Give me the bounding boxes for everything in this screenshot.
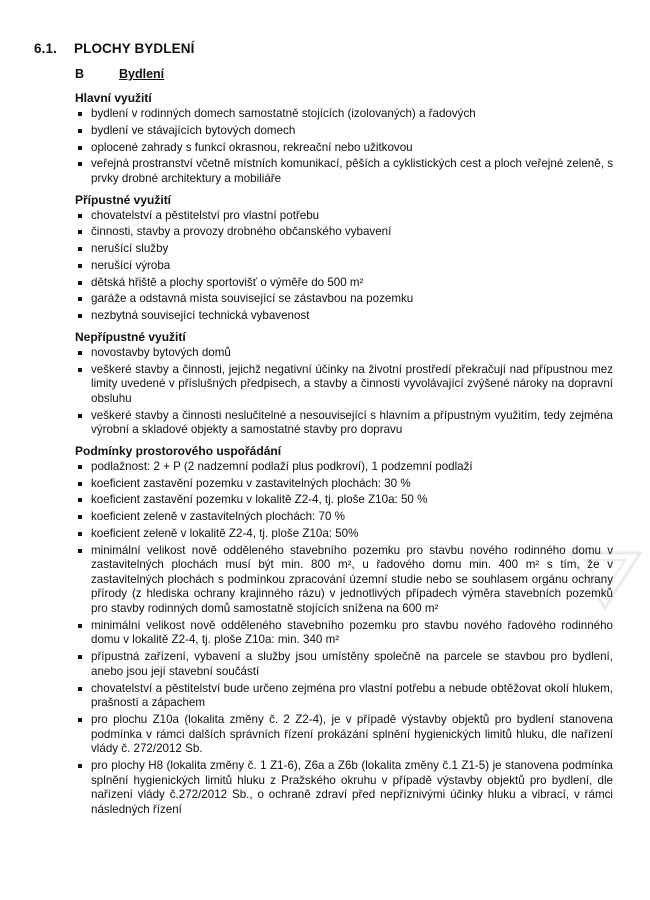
bullet-icon	[78, 351, 82, 355]
bullet-icon	[78, 482, 82, 486]
item-text: koeficient zastavění pozemku v lokalitě Z2-4, tj. ploše Z10a: 50 %	[91, 493, 428, 507]
watermark-icon	[560, 548, 650, 628]
item-text: minimální velikost nově odděleného stavebního pozemku pro stavbu nového řadového rodinného domu v lokalitě Z2-4, tj. ploše Z10a: min. 340 m²	[91, 618, 613, 647]
list-item	[75, 650, 613, 679]
bullet-icon	[78, 465, 82, 469]
item-list	[75, 346, 613, 438]
item-text: nerušící služby	[91, 242, 169, 256]
list-item	[75, 460, 613, 475]
section-number: 6.1.	[34, 41, 57, 56]
bullet-icon	[78, 718, 82, 722]
list-item	[75, 493, 613, 508]
list-item	[75, 759, 613, 817]
bullet-icon	[78, 314, 82, 318]
list-item	[75, 527, 613, 542]
item-text: oplocené zahrady s funkcí okrasnou, rekreační nebo užitkovou	[91, 140, 413, 154]
bullet-icon	[78, 281, 82, 285]
item-text: přípustná zařízení, vybavení a služby jsou umístěny společně na parcele se stavbou pro bydlení, anebo jsou její stavební součástí	[91, 650, 613, 678]
list-item	[75, 309, 613, 324]
item-text: nezbytná související technická vybavenost	[91, 309, 310, 323]
item-text: koeficient zastavění pozemku v zastavitelných plochách: 30 %	[91, 476, 411, 490]
item-text: dětská hřiště a plochy sportovišť o výměře do 500 m²	[91, 275, 364, 289]
bullet-icon	[78, 264, 82, 268]
bullet-icon	[78, 624, 82, 628]
group-spatial-conditions	[75, 443, 613, 818]
item-list	[75, 209, 613, 324]
group-main-use	[75, 90, 613, 187]
bullet-icon	[78, 549, 82, 553]
item-text: koeficient zeleně v zastavitelných plochách: 70 %	[91, 510, 345, 524]
list-item	[75, 141, 613, 156]
list-item	[75, 157, 613, 186]
subsection-letter: B	[75, 67, 85, 81]
group-permitted-use	[75, 192, 613, 324]
item-text: koeficient zeleně v lokalitě Z2-4, tj. ploše Z10a: 50%	[91, 526, 359, 540]
bullet-icon	[78, 764, 82, 768]
list-item	[75, 619, 613, 648]
item-text: bydlení ve stávajících bytových domech	[91, 123, 296, 137]
list-item	[75, 225, 613, 240]
item-text: chovatelství a pěstitelství bude určeno zejména pro vlastní potřebu a nebude obtěžovat okolí hlukem, prašností a zápachem	[91, 681, 613, 710]
bullet-icon	[78, 687, 82, 691]
item-text: nerušící výroba	[91, 258, 171, 272]
item-list	[75, 460, 613, 818]
list-item	[75, 292, 613, 307]
item-text: veškeré stavby a činnosti neslučitelné a nesouvisející s hlavním a přípustným využitím, tedy zejména výrobní a skladové objekty a samostatné stavby pro dopravu	[91, 408, 613, 437]
bullet-icon	[78, 129, 82, 133]
content	[75, 90, 613, 822]
bullet-icon	[78, 515, 82, 519]
list-item	[75, 242, 613, 257]
group-title: Přípustné využití	[75, 192, 172, 207]
list-item	[75, 363, 613, 407]
bullet-icon	[78, 297, 82, 301]
item-text: veškeré stavby a činnosti, jejichž negativní účinky na životní prostředí překračují nad přípustnou mez limity uvedené v příslušných předpisech, a stavby a činnosti vyvolávající zvýšené nároky na dopravní obsluhu	[91, 362, 613, 405]
item-text: činnosti, stavby a provozy drobného občanského vybavení	[91, 225, 392, 239]
item-text: minimální velikost nově odděleného stavebního pozemku pro stavbu nového rodinného domu v zastavitelných plochách musí být min. 800 m², u řadového domu min. 400 m² s tím, že v zastavitelných plochách s podmínkou zpracování územní studie nebo se souhlasem orgánu ochrany přírody (z hlediska ochrany krajinného rázu) v jednotlivých případech výměra stavebních pozemků pro stavby rodinných domů samostatně stojících snížena na 600 m²	[91, 543, 613, 616]
list-item	[75, 276, 613, 291]
item-text: bydlení v rodinných domech samostatně stojících (izolovaných) a řadových	[91, 107, 476, 120]
list-item	[75, 107, 613, 122]
item-text: garáže a odstavná místa související se zástavbou na pozemku	[91, 292, 414, 306]
bullet-icon	[78, 247, 82, 251]
item-text: novostavby bytových domů	[91, 345, 231, 359]
group-title: Nepřípustné využití	[75, 329, 186, 344]
item-list	[75, 107, 613, 187]
group-title: Hlavní využití	[75, 91, 152, 105]
subsection-title: Bydlení	[119, 67, 165, 81]
item-text: veřejná prostranství včetně místních komunikací, pěších a cyklistických cest a ploch veřejné zeleně, s prvky drobné architektury a mobiliáře	[91, 157, 613, 185]
list-item	[75, 209, 613, 224]
list-item	[75, 544, 613, 617]
bullet-icon	[78, 112, 82, 116]
bullet-icon	[78, 214, 82, 218]
group-prohibited-use	[75, 329, 613, 438]
item-text: pro plochu Z10a (lokalita změny č. 2 Z2-4), je v případě výstavby objektů pro bydlení stanovena podmínka v rámci dalších správních řízení prokázání splnění hygienických limitů hluku, dle nařízení vlády č. 272/2012 Sb.	[91, 712, 613, 756]
bullet-icon	[78, 162, 82, 166]
section-heading	[34, 41, 194, 56]
list-item	[75, 259, 613, 274]
section-title: PLOCHY BYDLENÍ	[74, 41, 195, 56]
list-item	[75, 124, 613, 139]
list-item	[75, 477, 613, 492]
list-item	[75, 713, 613, 757]
bullet-icon	[78, 655, 82, 659]
list-item	[75, 346, 613, 361]
bullet-icon	[78, 498, 82, 502]
bullet-icon	[78, 230, 82, 234]
bullet-icon	[78, 414, 82, 418]
list-item	[75, 510, 613, 525]
item-text: chovatelství a pěstitelství pro vlastní potřebu	[91, 208, 320, 222]
bullet-icon	[78, 532, 82, 536]
item-text: podlažnost: 2 + P (2 nadzemní podlaží plus podkroví), 1 podzemní podlaží	[91, 459, 473, 473]
group-title: Podmínky prostorového uspořádání	[75, 443, 282, 458]
bullet-icon	[78, 368, 82, 372]
bullet-icon	[78, 146, 82, 150]
subsection-heading	[75, 67, 164, 81]
item-text: pro plochy H8 (lokalita změny č. 1 Z1-6), Z6a a Z6b (lokalita změny č.1 Z1-5) je stanovena podmínka splnění hygienických limitů hluku z Pražského okruhu v případě výstavby objektů pro bydlení, dle nařízení vlády č.272/2012 Sb., o ochraně zdraví před nepříznivými účinky hluku a vibrací, v rámci následných řízení	[91, 758, 613, 816]
list-item	[75, 682, 613, 711]
list-item	[75, 409, 613, 438]
